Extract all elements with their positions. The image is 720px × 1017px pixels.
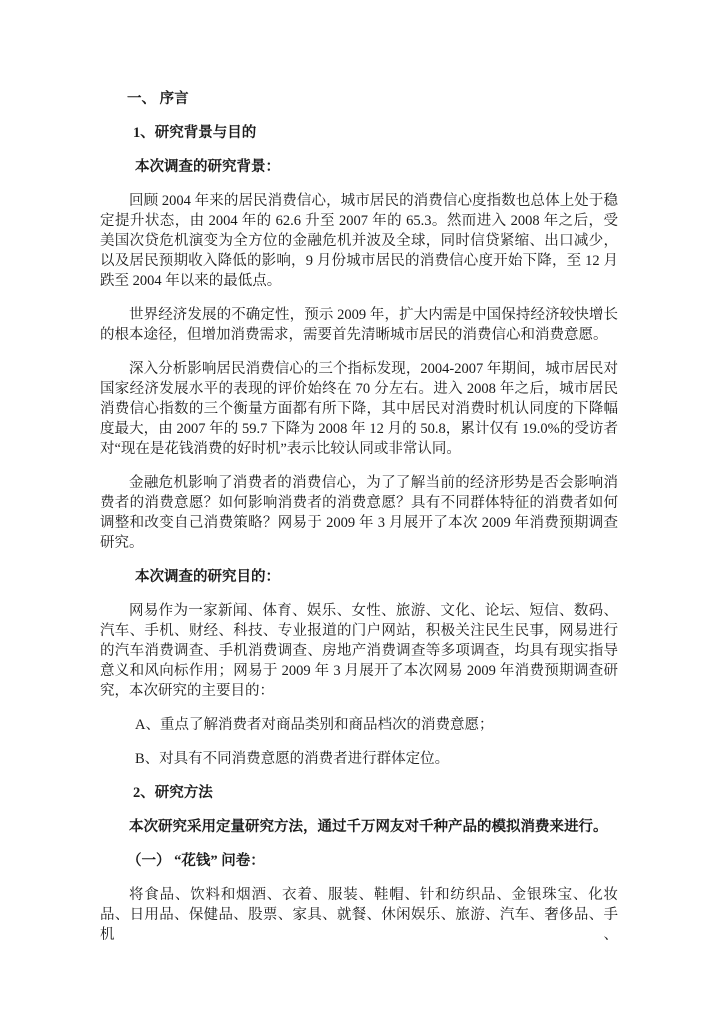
label-spending-questionnaire: （一） “花钱” 问卷： [127, 853, 265, 869]
paragraph-index-analysis: 深入分析影响居民消费信心的三个指标发现，2004-2007 年期间，城市居民对国家经济发展水平的表现的评价始终在 70 分左右。进入 2008 年之后，城市居民消费信心指数的三个衡量方面都有所下降，其中居民对消费时机认同度的下降幅度最大，由 2007 年的 59.7 下降为 2008 年 12 月的 50.8，累计仅有 19.0%的受访者对“现在是花钱消费的好时机”表示比较认同或非常认同。 [100, 361, 618, 457]
paragraph-confidence-review: 回顾 2004 年来的居民消费信心，城市居民的消费信心度指数也总体上处于稳定提升状态，由 2004 年的 62.6 升至 2007 年的 65.3。然而进入 2008 年之后，受美国次贷危机演变为全方位的金融危机并波及全球，同时信贷紧缩、出口减少，以及居民预期收入降低的影响，9 月份城市居民的消费信心度开始下降，至 12 月跌至 2004 年以来的最低点。 [100, 193, 618, 289]
heading-preface: 一、 序言 [127, 91, 189, 107]
label-survey-purpose: 本次调查的研究目的： [135, 569, 280, 585]
list-item-goal-a: A、重点了解消费者对商品类别和商品档次的消费意愿； [135, 717, 494, 733]
paragraph-product-categories: 将食品、饮料和烟酒、衣着、服装、鞋帽、针和纺织品、金银珠宝、化妆品、日用品、保健品、股票、家具、就餐、休闲娱乐、旅游、汽车、奢侈品、手机、 [100, 887, 618, 943]
label-survey-background: 本次调查的研究背景： [135, 159, 280, 175]
heading-research-background-purpose: 1、研究背景与目的 [133, 125, 257, 141]
document-body [100, 89, 618, 959]
paragraph-method-summary: 本次研究采用定量研究方法，通过千万网友对千种产品的模拟消费来进行。 [129, 819, 608, 835]
paragraph-crisis-impact: 金融危机影响了消费者的消费信心，为了了解当前的经济形势是否会影响消费者的消费意愿？如何影响消费者的消费意愿？具有不同群体特征的消费者如何调整和改变自己消费策略？网易于 2009 年 3 月展开了本次 2009 年消费预期调查研究。 [100, 475, 618, 551]
list-item-goal-b: B、对具有不同消费意愿的消费者进行群体定位。 [135, 751, 450, 767]
paragraph-netease-intro: 网易作为一家新闻、体育、娱乐、女性、旅游、文化、论坛、短信、数码、汽车、手机、财经、科技、专业报道的门户网站，积极关注民生民事，网易进行的汽车消费调查、手机消费调查、房地产消费调查等多项调查，均具有现实指导意义和风向标作用；网易于 2009 年 3 月展开了本次网易 2009 年消费预期调查研究，本次研究的主要目的： [100, 603, 618, 699]
paragraph-world-economy: 世界经济发展的不确定性，预示 2009 年，扩大内需是中国保持经济较快增长的根本途径，但增加消费需求，需要首先清晰城市居民的消费信心和消费意愿。 [100, 307, 618, 343]
heading-research-method: 2、研究方法 [133, 785, 213, 801]
